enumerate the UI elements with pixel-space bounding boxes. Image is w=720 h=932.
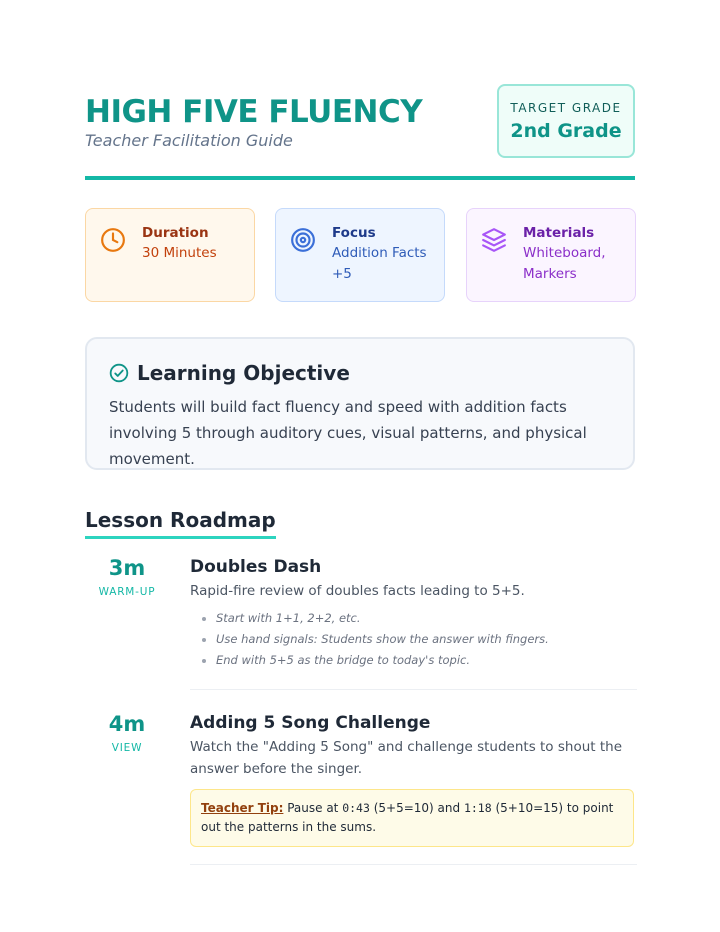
video-timestamp: 0:43: [342, 801, 370, 815]
step-description: Watch the "Adding 5 Song" and challenge students to shout the answer before the singer.: [190, 739, 623, 777]
duration-value: 30 Minutes: [142, 245, 217, 261]
step-title: Adding 5 Song Challenge: [190, 713, 431, 733]
duration-card: [85, 208, 255, 302]
check-circle-icon: [109, 363, 129, 383]
teacher-tip-text: Pause at: [283, 801, 343, 815]
target-grade-label: TARGET GRADE: [510, 101, 622, 115]
list-item: • Start with 1+1, 2+2, etc.: [216, 608, 636, 629]
page-subtitle: Teacher Facilitation Guide: [85, 131, 293, 150]
step-time: [85, 712, 169, 754]
step-title: Doubles Dash: [190, 557, 322, 577]
info-cards: [85, 208, 635, 302]
roadmap-title: Lesson Roadmap: [85, 508, 276, 539]
video-timestamp: 1:18: [463, 801, 492, 815]
materials-card: [466, 208, 636, 302]
step-divider: [190, 864, 637, 865]
teacher-tip: [190, 789, 634, 847]
header: [85, 84, 635, 174]
target-grade-value: 2nd Grade: [510, 120, 622, 142]
teacher-tip-text: (5+10=15) to point out the patterns in the sums.: [201, 801, 614, 834]
materials-label: Materials: [523, 225, 595, 241]
step-bullets: [190, 608, 636, 671]
step-duration: 4m: [108, 712, 146, 736]
step-phase: WARM-UP: [98, 586, 156, 598]
duration-label: Duration: [142, 225, 209, 241]
teacher-tip-label: Teacher Tip:: [201, 801, 284, 815]
roadmap-step: [85, 712, 637, 872]
target-grade-box: [497, 84, 635, 158]
list-item: • Use hand signals: Students show the answer with fingers.: [216, 629, 636, 650]
step-divider: [190, 689, 637, 690]
focus-card: [275, 208, 445, 302]
focus-label: Focus: [332, 225, 376, 241]
roadmap-step: [85, 556, 637, 696]
materials-value: Whiteboard, Markers: [523, 245, 606, 282]
objective-title: Learning Objective: [137, 361, 350, 385]
page-title: HIGH FIVE FLUENCY: [85, 94, 423, 130]
layers-icon: [481, 227, 507, 253]
header-divider: [85, 176, 635, 180]
list-item: • End with 5+5 as the bridge to today's topic.: [216, 650, 636, 671]
step-duration: 3m: [108, 556, 146, 580]
clock-icon: [100, 227, 126, 253]
learning-objective-box: [85, 337, 635, 470]
objective-text: Students will build fact fluency and speed with addition facts involving 5 through auditory cues, visual patterns, and physical movement.: [109, 398, 587, 468]
teacher-tip-text: (5+5=10) and: [369, 801, 464, 815]
target-icon: [290, 227, 316, 253]
focus-value: Addition Facts +5: [332, 245, 427, 282]
step-phase: VIEW: [111, 742, 143, 754]
step-time: [85, 556, 169, 598]
step-description: Rapid-fire review of doubles facts leading to 5+5.: [190, 583, 525, 599]
